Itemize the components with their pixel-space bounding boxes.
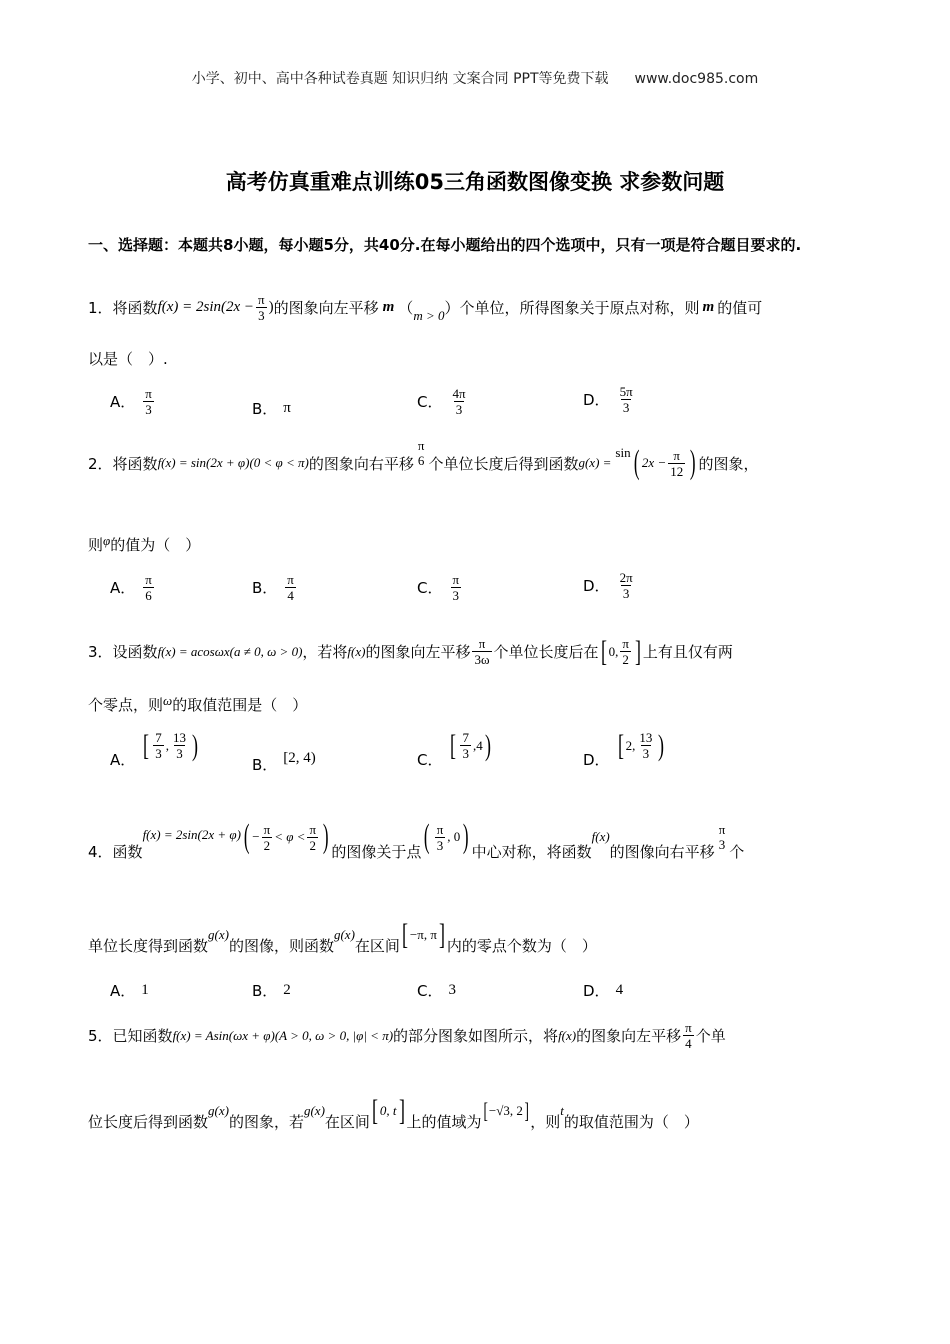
q5-bracket-open: [ <box>371 1094 378 1127</box>
option-label: D． <box>583 982 610 1000</box>
q4-text-8: 在区间 <box>354 936 400 955</box>
frac-den: 3ω <box>474 652 490 667</box>
page-title: 高考仿真重难点训练05三角函数图像变换 求参数问题 <box>225 170 725 194</box>
frac-num: π <box>417 438 425 453</box>
q5-t: t <box>560 1103 564 1118</box>
q4-fx: f(x) <box>591 829 610 844</box>
q1-option-a[interactable] <box>110 386 156 417</box>
q1-m: m <box>382 299 395 315</box>
frac-num: π <box>478 636 486 651</box>
frac-num: π <box>452 572 460 587</box>
option-label: C． <box>417 579 443 597</box>
question-5-number: 5． <box>88 1027 113 1045</box>
q4-pt-open: ( <box>424 818 430 855</box>
option-label: A． <box>110 393 136 411</box>
q2-text-5: 则 <box>88 536 104 554</box>
q4-pt-close: ) <box>463 818 469 855</box>
frac-den: 4 <box>287 588 294 603</box>
comma: , <box>472 737 477 753</box>
q1-option-c[interactable] <box>417 386 470 417</box>
q4-bracket-open: [ <box>401 918 408 951</box>
frac-num: 4π <box>452 386 466 401</box>
frac-num: π <box>718 822 726 837</box>
question-2-line-2 <box>88 534 200 555</box>
option-value: 2 <box>625 737 633 753</box>
q5-gx-2: g(x) <box>303 1103 325 1118</box>
frac-den: 6 <box>145 588 152 603</box>
q5-text-1: 已知函数 <box>112 1027 173 1045</box>
question-4-number: 4． <box>88 842 113 861</box>
option-label: A． <box>110 751 136 769</box>
frac-num: 13 <box>173 730 187 745</box>
question-3-line-2 <box>88 694 307 715</box>
frac-num: 13 <box>639 730 653 745</box>
option-label: C． <box>417 982 443 1000</box>
q5-text-8: 上的值域为 <box>406 1112 482 1131</box>
frac-num: π <box>287 572 294 587</box>
q1-text-4: 的值可 <box>717 299 763 317</box>
question-1-number: 1． <box>88 299 113 317</box>
q5-text-2: 的部分图象如图所示，将 <box>393 1027 559 1045</box>
q4-text-7: 的图像，则函数 <box>228 936 334 955</box>
frac-den: 3 <box>145 402 152 417</box>
q2-phi: φ <box>103 532 111 548</box>
q2-option-c[interactable] <box>417 572 463 603</box>
q4-cond-mid: < φ < <box>274 829 306 844</box>
q3-option-d[interactable] <box>583 728 666 769</box>
q2-option-a[interactable] <box>110 572 156 603</box>
page-header <box>0 68 950 88</box>
frac-den: 3 <box>452 588 460 603</box>
q5-range: −√3, 2 <box>488 1103 523 1118</box>
q5-text-6: 的图象，若 <box>228 1112 304 1131</box>
q4-minus: − <box>252 829 260 844</box>
question-4-line-1 <box>88 818 745 861</box>
option-label: A． <box>110 982 136 1000</box>
frac-den: 12 <box>670 463 684 479</box>
q4-text-1: 函数 <box>112 842 143 861</box>
frac-num: π <box>145 572 152 587</box>
q1-text-1: 将函数 <box>112 299 158 317</box>
frac-den: 3 <box>436 837 444 853</box>
frac-den: 3 <box>176 746 183 761</box>
q3-option-a[interactable] <box>110 728 200 769</box>
bracket-open: [ <box>617 728 624 762</box>
comma: , <box>165 737 170 753</box>
q1-condition: m > 0 <box>413 307 445 323</box>
option-value: 2, 4 <box>288 750 311 766</box>
option-value: 3 <box>448 982 456 998</box>
q2-arg-frac <box>668 448 685 479</box>
q3-text-5: 上有且仅有两 <box>642 643 733 661</box>
q5-interval: 0, t <box>379 1103 397 1118</box>
q5-bracket-close: ] <box>398 1094 405 1127</box>
q4-gx: g(x) <box>208 927 229 942</box>
q4-cond-frac-1 <box>262 822 273 853</box>
frac-num: 5π <box>619 384 633 399</box>
q2-shift <box>416 438 427 468</box>
q1-text-2: 的图象向左平移 <box>273 299 379 317</box>
option-label: B． <box>252 982 278 1000</box>
q3-text-1: 设函数 <box>112 643 158 661</box>
frac-num: 7 <box>462 730 469 745</box>
q3-text-2: ，若将 <box>302 643 348 661</box>
option-label: B． <box>252 756 278 774</box>
frac-den: 2 <box>309 837 316 853</box>
frac-num: 2π <box>619 570 633 585</box>
question-5-line-1 <box>88 1020 726 1051</box>
frac-num: π <box>309 821 317 837</box>
q3-shift <box>472 636 491 667</box>
frac-den: 3 <box>622 586 630 601</box>
frac-den: 3 <box>155 746 162 761</box>
q2-text-3: 个单位长度后得到函数 <box>428 454 579 473</box>
q5-gx: g(x) <box>208 1103 229 1118</box>
bracket-open: [ <box>143 728 150 762</box>
q4-bracket-close: ] <box>438 918 445 951</box>
frac-num: π <box>436 821 444 837</box>
q2-option-d[interactable] <box>583 570 637 601</box>
q2-function: f(x) = sin(2x + φ)(0 < φ < π) <box>157 455 309 470</box>
option-label: D． <box>583 391 610 409</box>
q2-paren-close: ) <box>690 444 696 481</box>
q2-text-2: 的图象向右平移 <box>308 454 414 473</box>
option-value: 2 <box>283 982 291 998</box>
q5-range-open: [ <box>483 1098 488 1123</box>
q2-sin: sin <box>615 445 631 460</box>
q4-gx-2: g(x) <box>333 927 355 942</box>
frac-den: 3 <box>642 746 650 761</box>
q1-frac-num: π <box>258 292 265 307</box>
frac-num: 7 <box>155 730 162 745</box>
option-label: D． <box>583 751 610 769</box>
q3-text-6: 个零点，则 <box>88 696 164 714</box>
q4-interval: −π, π <box>409 927 437 942</box>
q2-paren-open: ( <box>633 444 640 481</box>
q4-point-x <box>435 822 446 853</box>
question-3-number: 3． <box>88 643 113 661</box>
frac-den: 3 <box>462 746 469 761</box>
q3-text-3: 的图象向左平移 <box>365 643 471 661</box>
q4-point-y: , 0 <box>447 829 461 844</box>
q5-text-5: 位长度后得到函数 <box>88 1112 209 1131</box>
header-site[interactable]: www.doc985.com <box>634 71 759 87</box>
q5-text-4: 个单 <box>695 1027 726 1045</box>
q4-option-c[interactable] <box>417 980 456 1001</box>
q1-cond-close: ） <box>444 299 460 317</box>
q1-cond-open: （ <box>398 299 414 317</box>
q5-fx: f(x) <box>558 1027 577 1043</box>
frac-num: π <box>622 636 629 651</box>
option-value: 4 <box>615 982 624 998</box>
q4-cond-frac-2 <box>307 822 318 853</box>
paren-close: ) <box>658 728 665 762</box>
option-label: D． <box>583 577 610 595</box>
q4-text-6: 单位长度得到函数 <box>88 936 209 955</box>
frac-num: π <box>263 821 271 837</box>
question-2-line-1 <box>88 438 759 481</box>
header-text: 小学、初中、高中各种试卷真题 知识归纳 文案合同 PPT等免费下载 <box>191 71 609 87</box>
question-1-line-1 <box>88 292 762 323</box>
question-2-number: 2． <box>88 454 113 473</box>
frac-den: 6 <box>417 453 425 468</box>
option-value: π <box>283 400 291 416</box>
q1-close: ) <box>268 299 274 315</box>
q5-text-10: 的取值范围为（ ） <box>563 1112 699 1131</box>
q2-option-b[interactable] <box>252 572 298 603</box>
question-3-line-1 <box>88 636 733 667</box>
q1-option-d[interactable] <box>583 384 637 415</box>
q3-function: f(x) = acosωx(a ≠ 0, ω > 0) <box>157 643 303 659</box>
q4-shift <box>717 822 728 852</box>
q1-fraction <box>256 292 267 323</box>
question-1-line-2: 以是（ ）. <box>88 350 168 368</box>
q4-option-b[interactable] <box>252 980 291 1001</box>
q3-option-c[interactable] <box>417 728 493 769</box>
q2-text-4: 的图象， <box>698 454 759 473</box>
frac-den: 2 <box>622 652 629 667</box>
paren-close: ) <box>484 728 491 762</box>
q4-text-9: 内的零点个数为（ ） <box>446 936 597 955</box>
paren-close: ) <box>310 750 316 766</box>
option-value: 4 <box>476 737 483 753</box>
option-label: B． <box>252 579 278 597</box>
q3-bracket-open: [ <box>600 634 607 668</box>
frac-num: π <box>673 447 680 463</box>
frac-den: 4 <box>685 1036 692 1051</box>
q4-option-d[interactable] <box>583 980 623 1001</box>
q2-text-1: 将函数 <box>112 454 158 473</box>
q5-text-3: 的图象向左平移 <box>576 1027 682 1045</box>
q2-g: g(x) = <box>578 455 612 470</box>
frac-den: 2 <box>263 837 271 853</box>
option-label: B． <box>252 400 278 418</box>
q3-option-b[interactable] <box>252 748 316 774</box>
q1-text-3: 个单位，所得图象关于原点对称，则 <box>459 299 700 317</box>
frac-den: 3 <box>718 837 726 852</box>
q3-interval-start: 0, <box>608 643 619 659</box>
q1-option-b[interactable] <box>252 398 291 419</box>
q4-function: f(x) = 2sin(2x + φ) <box>142 827 241 842</box>
option-label: C． <box>417 393 443 411</box>
q3-omega: ω <box>163 692 173 708</box>
question-5-line-2 <box>88 1094 699 1131</box>
question-4-line-2 <box>88 918 597 955</box>
q4-paren-open: ( <box>243 818 250 855</box>
q4-text-4: 的图像向右平移 <box>609 842 715 861</box>
q3-text-4: 个单位长度后在 <box>493 643 599 661</box>
comma: , <box>632 737 636 753</box>
q4-text-5: 个 <box>729 842 745 861</box>
section-heading: 一、选择题：本题共8小题，每小题5分，共40分.在每小题给出的四个选项中，只有一项是符合题目要求的. <box>88 236 802 254</box>
q3-text-7: 的取值范围是（ ） <box>172 696 308 714</box>
option-label: A． <box>110 579 136 597</box>
q3-bracket-close: ] <box>634 634 641 668</box>
q3-fx: f(x) <box>347 643 366 659</box>
bracket-open: [ <box>283 750 289 766</box>
q5-range-close: ] <box>524 1098 529 1123</box>
q4-paren-close: ) <box>322 818 329 855</box>
option-value: 1 <box>141 982 149 998</box>
q4-text-2: 的图像关于点 <box>331 842 422 861</box>
frac-num: π <box>685 1020 692 1035</box>
q1-function: f(x) = 2sin(2x − <box>157 299 255 315</box>
q5-text-7: 在区间 <box>324 1112 370 1131</box>
q5-shift <box>683 1020 694 1051</box>
option-label: C． <box>417 751 443 769</box>
q2-text-6: 的值为（ ） <box>110 536 201 554</box>
q2-arg: 2x − <box>641 455 667 470</box>
q5-function: f(x) = Asin(ωx + φ)(A > 0, ω > 0, |φ| < π) <box>172 1027 394 1043</box>
q5-text-9: ，则 <box>530 1112 561 1131</box>
frac-den: 3 <box>455 402 463 417</box>
paren-close: ) <box>192 728 199 762</box>
q1-frac-den: 3 <box>258 308 265 323</box>
q3-interval-end <box>620 636 631 667</box>
bracket-open: [ <box>450 728 457 762</box>
q4-option-a[interactable] <box>110 980 149 1001</box>
q1-m-2: m <box>702 299 715 315</box>
frac-den: 3 <box>622 400 630 415</box>
q4-text-3: 中心对称，将函数 <box>471 842 592 861</box>
frac-num: π <box>145 386 152 401</box>
